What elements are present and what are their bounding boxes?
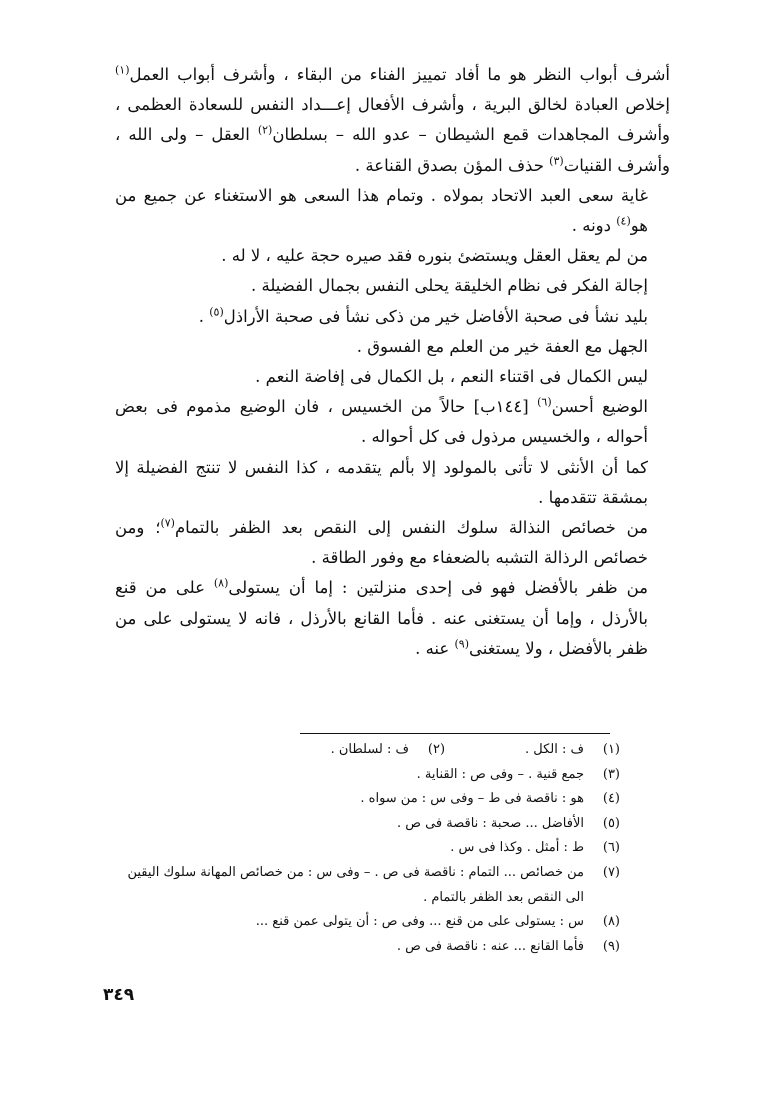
footnotes (110, 738, 620, 959)
paragraph-8: الوضيع أحسن$^{(٦)}$ [١٤٤ب] حالاً من الخسيس ، فان الوضيع مذموم فى بعض أحواله ، والخسيس مرذول فى كل أحواله . (115, 395, 649, 447)
footnote-text: فأما القانع ... عنه : ناقصة فى ص . (396, 938, 584, 954)
footnote-ref-1[interactable]: (١) (115, 63, 130, 77)
footnote-9 (110, 935, 620, 960)
footnote-number: (٥) (602, 815, 620, 831)
footnote-8 (110, 910, 620, 935)
footnote-ref-9[interactable]: (٩) (454, 637, 470, 651)
footnote-number: (٩) (602, 938, 620, 954)
footnote-1-2 (110, 738, 620, 763)
paragraph-7: ليس الكمال فى اقتناء النعم ، بل الكمال فى إفاضة النعم . (255, 367, 648, 387)
footnote-4 (110, 787, 620, 812)
footnote-6 (110, 836, 620, 861)
paragraph-1: أشرف أبواب النظر هو ما أفاد تمييز الفناء من البقاء ، وأشرف أبواب العمل$^{(١)}$ إخلاص العبادة لخالق البرية ، وأشرف الأفعال إعـــداد النفس للسعادة العظمى ، وأشرف المجاهدات قمع الشيطان – عدو الله – بسلطان$^{(٢)}$ العقل – ولى الله ، وأشرف القنيات$^{(٣)}$ حذف المؤن بصدق القناعة . (115, 63, 670, 175)
paragraph-4: إجالة الفكر فى نظام الخليقة يحلى النفس بجمال الفضيلة . (251, 276, 648, 296)
footnote-text: جمع قنية . – وفى ص : القناية . (416, 766, 584, 782)
footnote-text: الأفاضل ... صحبة : ناقصة فى ص . (396, 815, 584, 831)
footnote-ref-2[interactable]: (٢) (257, 123, 273, 137)
footnote-ref-8[interactable]: (٨) (213, 576, 229, 590)
paragraph-3: من لم يعقل العقل ويستضئ بنوره فقد صيره حجة عليه ، لا له . (221, 246, 648, 266)
footnote-number: (١) (602, 742, 620, 757)
footnote-5 (110, 812, 620, 837)
main-text (115, 60, 670, 664)
footnote-ref-6[interactable]: (٦) (537, 395, 552, 409)
footnote-text: س : يستولى على من قنع ... وفى ص : أن يتولى عمن قنع ... (255, 914, 584, 930)
footnote-number: (٦) (602, 840, 620, 856)
footnote-text: ف : لسلطان . (330, 742, 410, 757)
footnote-ref-5[interactable]: (٥) (209, 305, 224, 319)
footnote-text: ف : الكل . (525, 742, 584, 757)
footnote-text: هو : ناقصة فى ط – وفى س : من سواه . (360, 791, 584, 807)
footnote-number: (٢) (427, 742, 446, 757)
paragraph-10: من خصائص النذالة سلوك النفس إلى النقص بعد الظفر بالتمام$^{(٧)}$؛ ومن خصائص الرذالة التشبه بالضعفاء مع وفور الطاقة . (115, 516, 649, 568)
paragraph-2: غاية سعى العبد الاتحاد بمولاه . وتمام هذا السعى هو الاستغناء عن جميع من هو$^{(٤)}$ دونه . (115, 185, 648, 236)
footnote-divider (300, 733, 610, 734)
footnote-number: (٣) (602, 766, 620, 782)
footnote-ref-7[interactable]: (٧) (160, 516, 175, 530)
footnote-ref-3[interactable]: (٣) (549, 154, 564, 168)
footnote-7 (110, 861, 620, 910)
footnote-number: (٤) (602, 791, 620, 807)
footnote-3 (110, 763, 620, 788)
footnote-text: من خصائص ... التمام : ناقصة فى ص . – وفى س : من خصائص المهانة سلوك اليقين الى النقص بعد الظفر بالتمام . (127, 864, 584, 905)
page-number: ٣٤٩ (103, 985, 135, 1005)
paragraph-11: من ظفر بالأفضل فهو فى إحدى منزلتين : إما أن يستولى$^{(٨)}$ على من قنع بالأرذل ، وإما أن يستغنى عنه . فأما القانع بالأرذل ، فانه لا يستولى على من ظفر بالأفضل ، ولا يستغنى$^{(٩)}$ عنه . (115, 576, 648, 658)
paragraph-5: بليد نشأ فى صحبة الأفاضل خير من ذكى نشأ فى صحبة الأراذل$^{(٥)}$ . (198, 305, 648, 326)
folio-marker: [١٤٤ب] (465, 397, 538, 417)
paragraph-6: الجهل مع العفة خير من العلم مع الفسوق . (356, 336, 648, 356)
footnote-number: (٨) (602, 914, 620, 930)
footnote-text: ط : أمثل . وكذا فى س . (450, 840, 584, 856)
footnote-number: (٧) (602, 864, 620, 880)
paragraph-9: كما أن الأنثى لا تأتى بالمولود إلا بألم يتقدمه ، كذا النفس لا تنتج الفضيلة إلا بمشقة تتقدمها . (115, 457, 648, 507)
footnote-ref-4[interactable]: (٤) (616, 214, 631, 228)
